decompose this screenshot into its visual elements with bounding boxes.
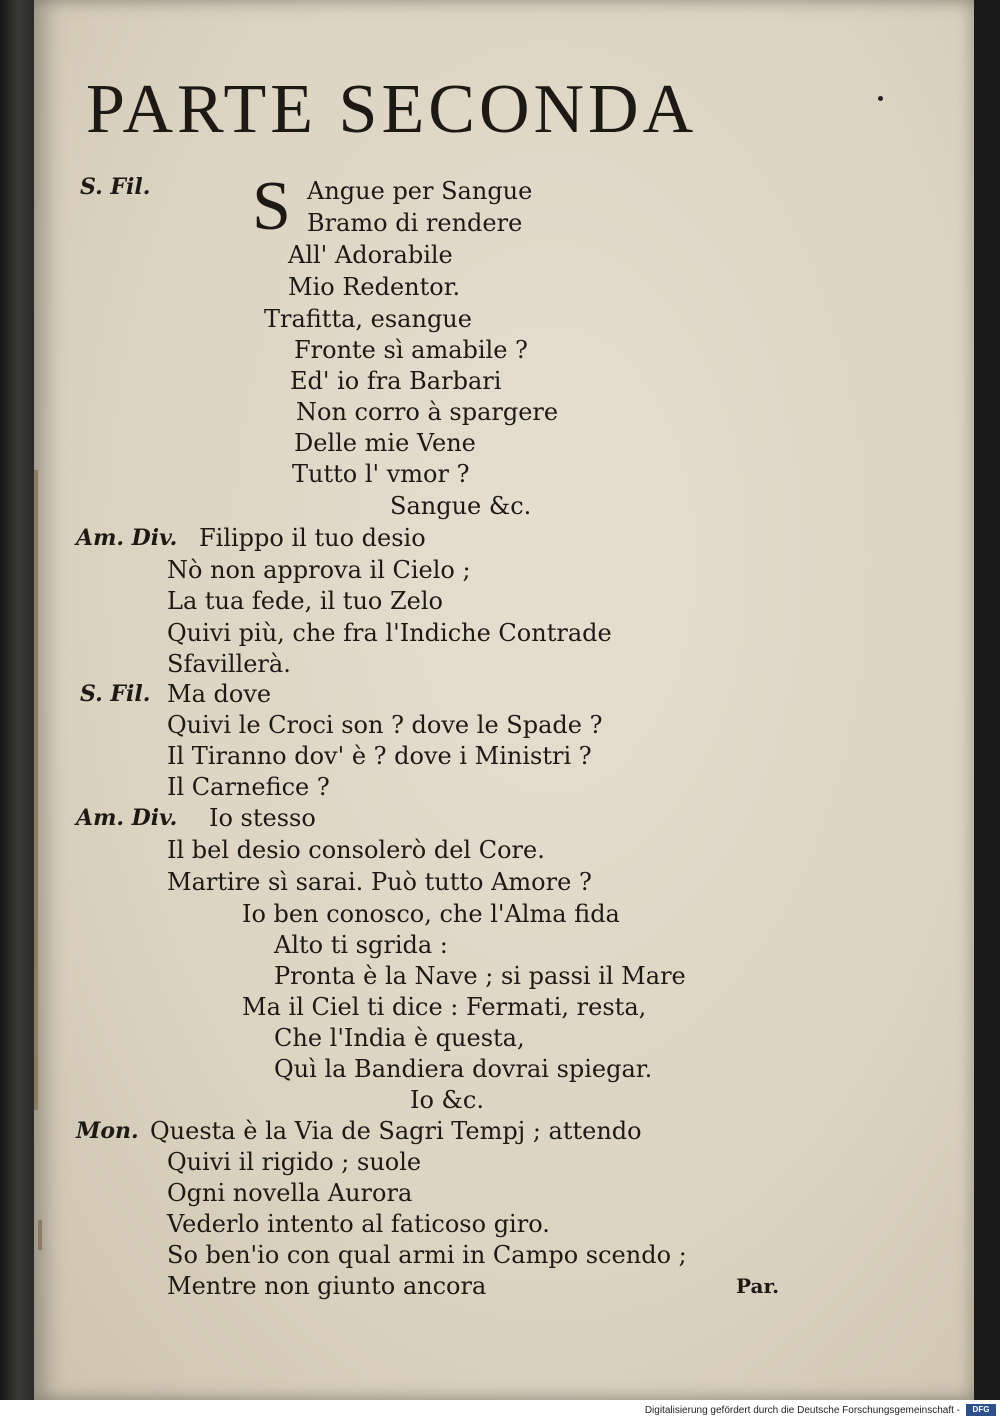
verse-line: Non corro à spargere: [296, 398, 559, 426]
verse-line: Filippo il tuo desio: [199, 524, 426, 552]
verse-line: Ma il Ciel ti dice : Fermati, resta,: [242, 993, 647, 1021]
verse-line: Martire sì sarai. Può tutto Amore ?: [167, 868, 592, 896]
verse-line: Mio Redentor.: [288, 273, 461, 301]
verse-line: Ed' io fra Barbari: [290, 367, 502, 395]
drop-cap: S: [252, 168, 291, 245]
verse-line: Vederlo intento al faticoso giro.: [167, 1210, 550, 1238]
verse-line: Quivi il rigido ; suole: [167, 1148, 422, 1176]
book-binding: [0, 0, 34, 1400]
verse-line: Nò non approva il Cielo ;: [167, 556, 471, 584]
book-page: [34, 0, 974, 1400]
verse-line: Quivi più, che fra l'Indiche Contrade: [167, 619, 612, 647]
verse-line: So ben'io con qual armi in Campo scendo ;: [167, 1241, 687, 1269]
page-heading: PARTE SECONDA: [86, 71, 698, 148]
ornament-dot: [878, 96, 883, 101]
margin-mark: [34, 470, 38, 1110]
speaker-label: Am. Div.: [76, 805, 178, 831]
verse-line: Il Tiranno dov' è ? dove i Ministri ?: [167, 742, 592, 770]
verse-line: Sangue &c.: [390, 492, 532, 520]
catchword: Par.: [736, 1274, 780, 1298]
verse-line: All' Adorabile: [288, 241, 453, 269]
verse-line: Ogni novella Aurora: [167, 1179, 413, 1207]
speaker-label: S. Fil.: [80, 174, 151, 200]
verse-line: Che l'India è questa,: [274, 1024, 525, 1052]
verse-line: Fronte sì amabile ?: [294, 336, 528, 364]
verse-line: Pronta è la Nave ; si passi il Mare: [274, 962, 686, 990]
verse-line: Mentre non giunto ancora: [167, 1272, 487, 1300]
verse-line: Trafitta, esangue: [264, 305, 472, 333]
verse-line: Il Carnefice ?: [167, 773, 330, 801]
verse-line: Alto ti sgrida :: [274, 931, 448, 959]
verse-line: Ma dove: [167, 680, 272, 708]
verse-line: Tutto l' vmor ?: [292, 460, 470, 488]
verse-line: Io &c.: [410, 1086, 484, 1114]
margin-mark: [38, 1220, 42, 1250]
funding-notice: Digitalisierung gefördert durch die Deutsche Forschungsgemeinschaft -: [644, 1405, 960, 1416]
dfg-logo: DFG: [966, 1404, 996, 1416]
footer-bar: [0, 1400, 1000, 1421]
verse-line: Il bel desio consolerò del Core.: [167, 836, 545, 864]
speaker-label: Mon.: [76, 1118, 139, 1144]
verse-line: La tua fede, il tuo Zelo: [167, 587, 443, 615]
verse-line: Quì la Bandiera dovrai spiegar.: [274, 1055, 653, 1083]
verse-line: Angue per Sangue: [307, 177, 533, 205]
speaker-label: S. Fil.: [80, 681, 151, 707]
verse-line: Quivi le Croci son ? dove le Spade ?: [167, 711, 603, 739]
verse-line: Bramo di rendere: [307, 209, 523, 237]
viewer-right-edge: [974, 0, 1000, 1400]
verse-line: Io stesso: [209, 804, 316, 832]
verse-line: Io ben conosco, che l'Alma fida: [242, 900, 620, 928]
verse-line: Questa è la Via de Sagri Tempj ; attendo: [150, 1117, 642, 1145]
verse-line: Delle mie Vene: [294, 429, 476, 457]
speaker-label: Am. Div.: [76, 525, 178, 551]
verse-line: Sfavillerà.: [167, 650, 291, 678]
